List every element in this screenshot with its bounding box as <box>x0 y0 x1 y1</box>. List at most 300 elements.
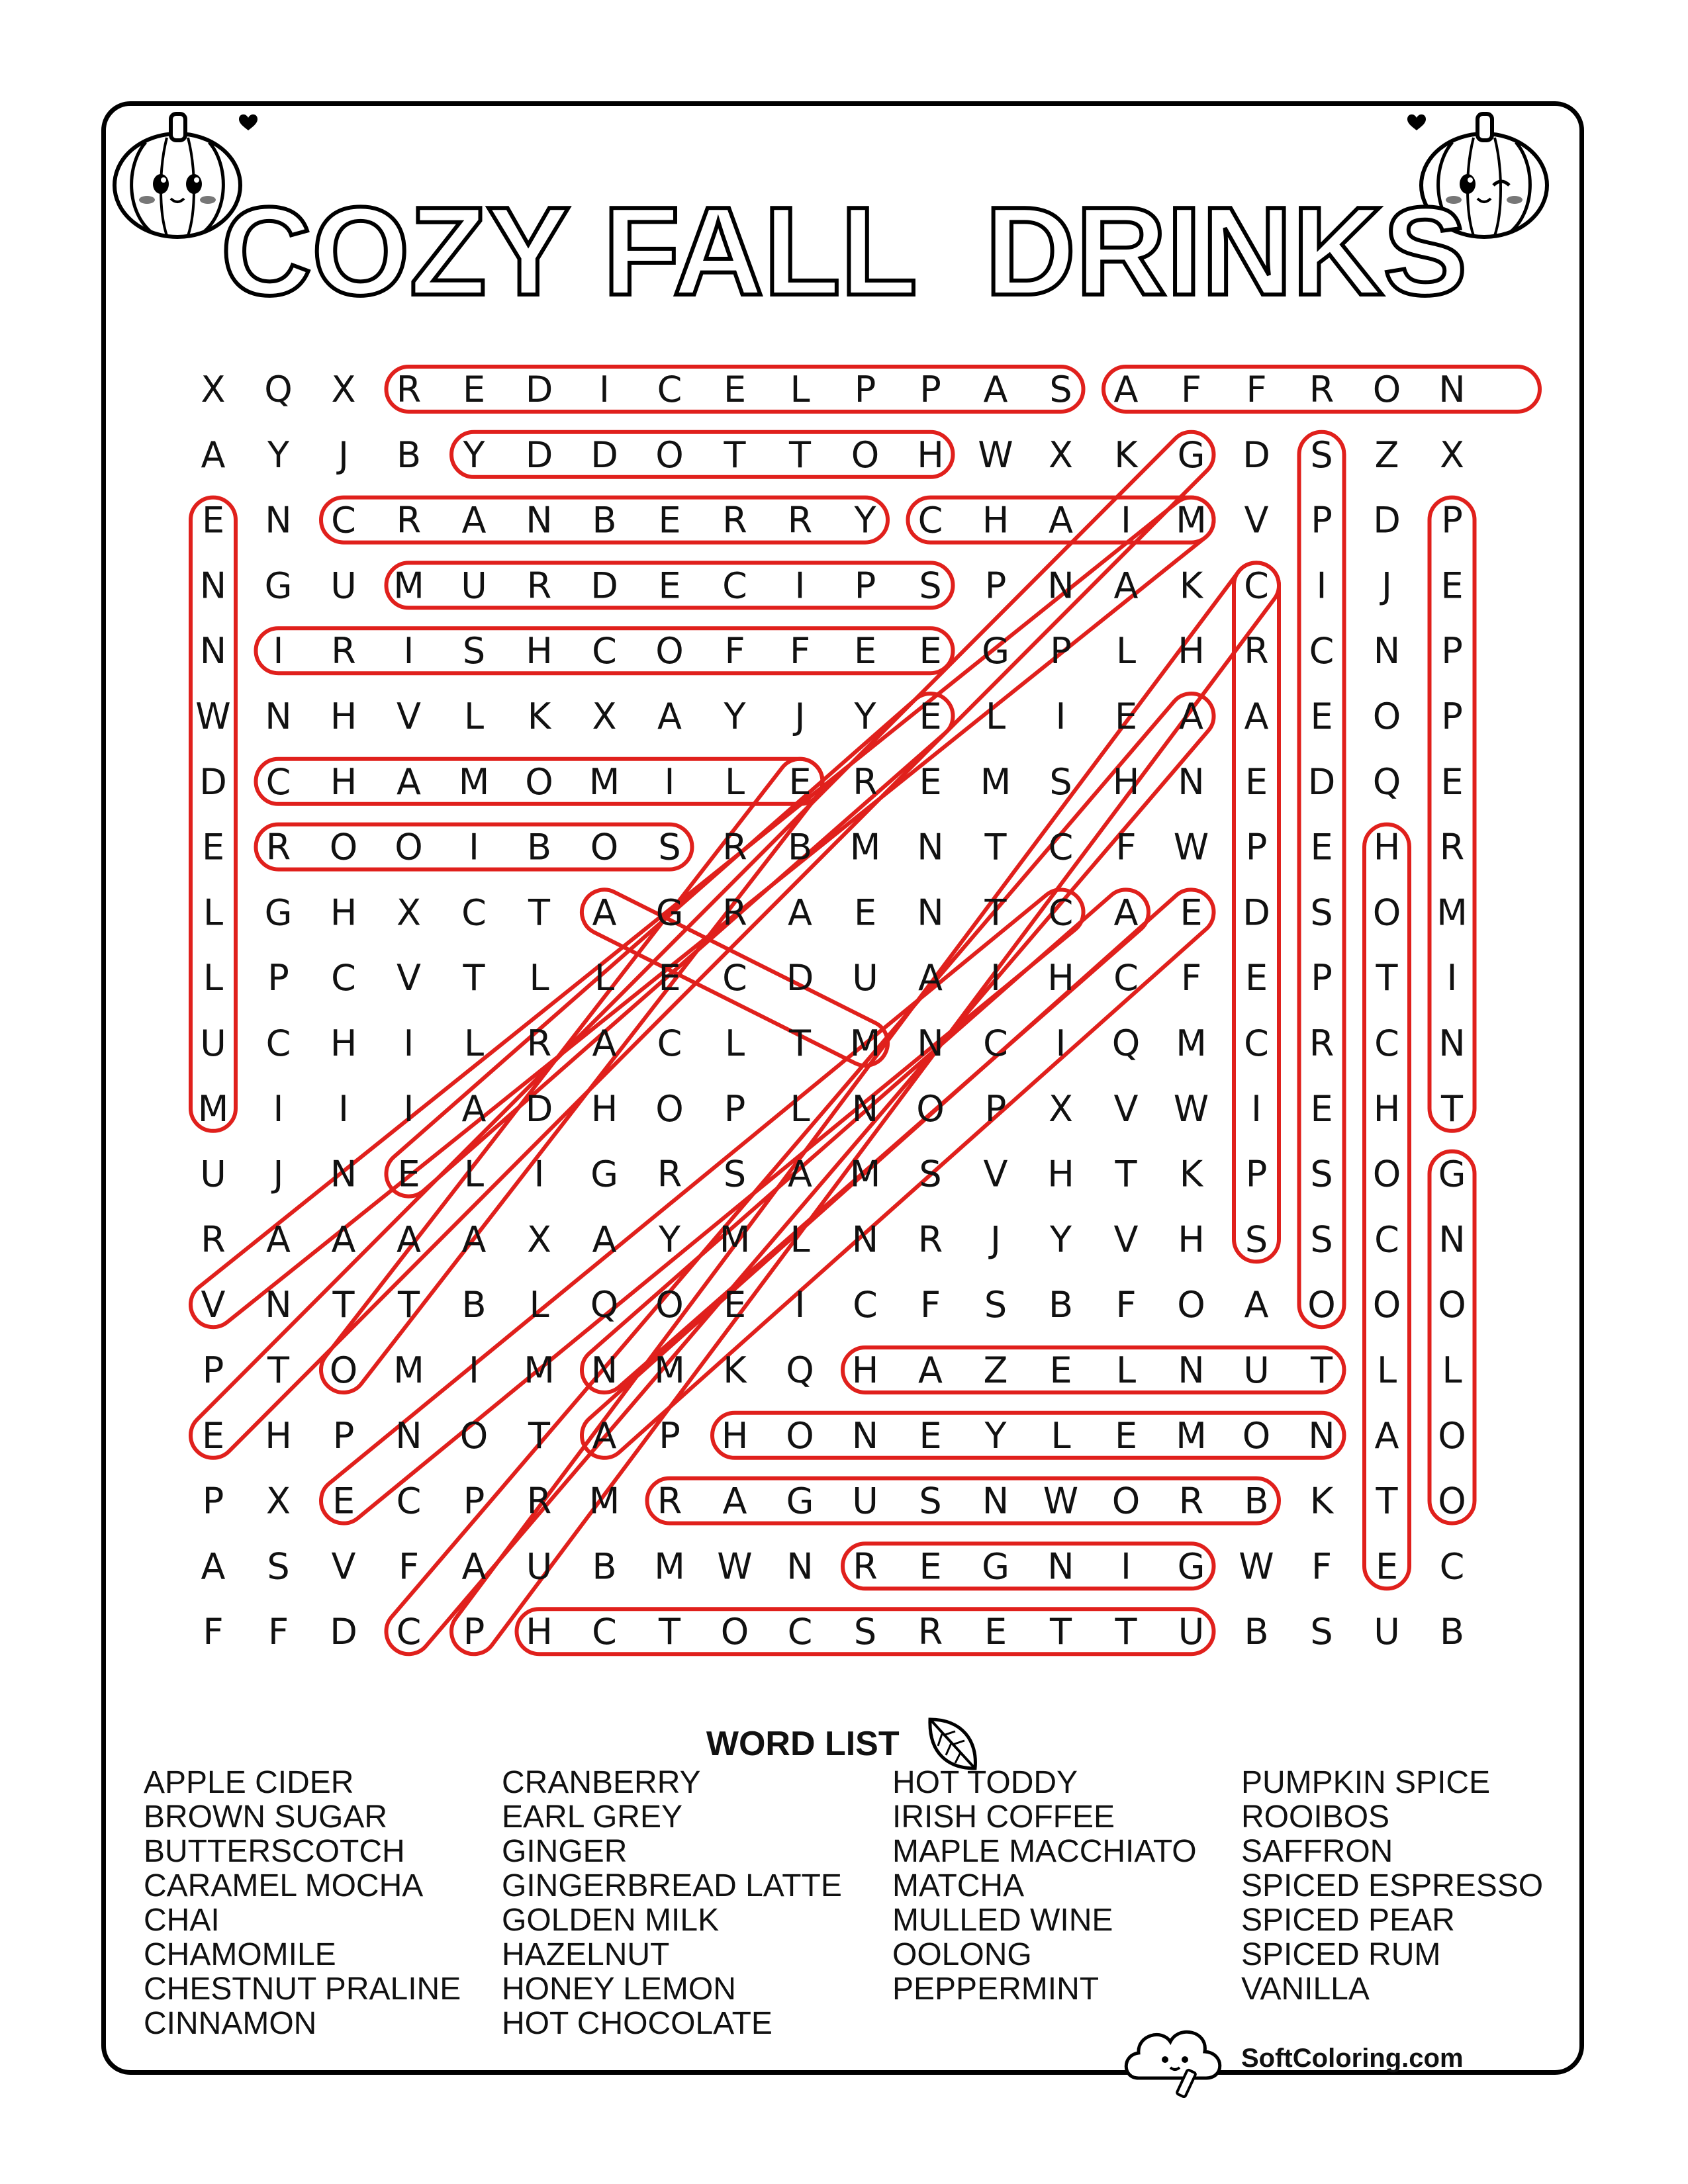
grid-letter[interactable]: S <box>919 1153 942 1195</box>
grid-letter[interactable]: P <box>724 1087 746 1130</box>
brand-badge[interactable] <box>1119 2012 1489 2098</box>
grid-letter[interactable]: C <box>331 499 356 541</box>
grid-letter[interactable]: T <box>1376 1480 1398 1522</box>
grid-letter[interactable]: T <box>398 1284 420 1326</box>
grid-letter[interactable]: S <box>919 565 942 607</box>
grid-letter[interactable]: R <box>657 1153 682 1195</box>
grid-letter[interactable]: N <box>851 1087 879 1130</box>
grid-letter[interactable]: I <box>403 630 414 672</box>
grid-letter[interactable]: T <box>528 891 550 934</box>
grid-letter[interactable]: R <box>396 499 422 541</box>
grid-letter[interactable]: T <box>984 826 1007 868</box>
grid-letter[interactable]: C <box>1309 630 1335 672</box>
grid-letter[interactable]: U <box>330 565 357 607</box>
grid-letter[interactable]: I <box>599 369 610 410</box>
grid-letter[interactable]: L <box>203 957 224 999</box>
grid-letter[interactable]: O <box>851 433 880 476</box>
grid-letter[interactable]: N <box>265 499 292 541</box>
grid-letter[interactable]: P <box>1311 957 1333 999</box>
grid-letter[interactable]: O <box>1372 1284 1401 1326</box>
grid-letter[interactable]: E <box>1310 696 1333 737</box>
grid-letter[interactable]: G <box>264 565 293 607</box>
grid-letter[interactable]: B <box>592 499 617 541</box>
grid-letter[interactable]: L <box>463 1023 485 1064</box>
grid-letter[interactable]: H <box>1373 1087 1401 1130</box>
grid-letter[interactable]: E <box>658 499 681 541</box>
grid-letter[interactable]: N <box>395 1414 422 1457</box>
grid-letter[interactable]: E <box>723 369 747 410</box>
grid-letter[interactable]: H <box>330 1023 357 1064</box>
grid-letter[interactable]: U <box>200 1153 226 1195</box>
grid-letter[interactable]: P <box>919 369 941 410</box>
grid-letter[interactable]: A <box>592 891 617 934</box>
grid-letter[interactable]: E <box>201 826 225 868</box>
grid-letter[interactable]: N <box>526 499 553 541</box>
grid-letter[interactable]: K <box>1114 433 1138 476</box>
grid-letter[interactable]: X <box>1440 433 1464 476</box>
grid-letter[interactable]: S <box>658 826 681 868</box>
grid-letter[interactable]: B <box>1439 1611 1465 1653</box>
grid-letter[interactable]: I <box>1251 1087 1262 1130</box>
grid-letter[interactable]: M <box>393 1349 424 1391</box>
grid-letter[interactable]: N <box>1308 1414 1335 1457</box>
grid-letter[interactable]: D <box>199 760 227 803</box>
grid-letter[interactable]: F <box>724 630 745 672</box>
grid-letter[interactable]: E <box>332 1480 355 1522</box>
grid-letter[interactable]: W <box>195 696 231 737</box>
grid-letter[interactable]: N <box>199 630 227 672</box>
grid-letter[interactable]: H <box>1047 957 1074 999</box>
grid-letter[interactable]: A <box>201 433 226 476</box>
grid-letter[interactable]: S <box>1049 760 1072 803</box>
grid-letter[interactable]: I <box>664 760 675 803</box>
grid-letter[interactable]: G <box>1438 1153 1466 1195</box>
grid-letter[interactable]: Q <box>1372 760 1401 803</box>
grid-letter[interactable]: C <box>657 1023 682 1064</box>
grid-letter[interactable]: V <box>1113 1218 1139 1261</box>
grid-letter[interactable]: R <box>853 760 878 803</box>
grid-letter[interactable]: O <box>916 1087 945 1130</box>
grid-letter[interactable]: R <box>917 1611 943 1653</box>
grid-letter[interactable]: R <box>526 1480 552 1522</box>
grid-letter[interactable]: A <box>1113 891 1139 934</box>
grid-letter[interactable]: D <box>786 957 814 999</box>
grid-letter[interactable]: T <box>463 957 485 999</box>
grid-letter[interactable]: E <box>919 1414 942 1457</box>
grid-letter[interactable]: X <box>397 891 421 934</box>
grid-letter[interactable]: E <box>1114 1414 1138 1457</box>
grid-letter[interactable]: Q <box>264 369 293 410</box>
grid-letter[interactable]: J <box>990 1218 1001 1261</box>
grid-letter[interactable]: U <box>852 1480 878 1522</box>
grid-letter[interactable]: D <box>1243 891 1270 934</box>
grid-letter[interactable]: D <box>590 433 618 476</box>
grid-letter[interactable]: E <box>397 1153 420 1195</box>
grid-letter[interactable]: V <box>201 1284 226 1326</box>
grid-letter[interactable]: C <box>1048 891 1074 934</box>
grid-letter[interactable]: M <box>980 760 1011 803</box>
grid-letter[interactable]: H <box>526 630 553 672</box>
grid-letter[interactable]: M <box>588 760 620 803</box>
grid-letter[interactable]: E <box>853 891 877 934</box>
grid-letter[interactable]: A <box>918 1349 943 1391</box>
grid-letter[interactable]: W <box>978 433 1013 476</box>
grid-letter[interactable]: L <box>203 891 224 934</box>
grid-letter[interactable]: Y <box>854 499 876 541</box>
grid-letter[interactable]: A <box>657 696 682 737</box>
grid-letter[interactable]: A <box>397 1218 421 1261</box>
grid-letter[interactable]: S <box>723 1153 747 1195</box>
grid-letter[interactable]: I <box>1446 957 1458 999</box>
grid-letter[interactable]: J <box>1382 565 1392 607</box>
grid-letter[interactable]: L <box>529 1284 549 1326</box>
grid-letter[interactable]: I <box>794 1284 806 1326</box>
grid-letter[interactable]: G <box>264 891 293 934</box>
grid-letter[interactable]: A <box>1244 696 1269 737</box>
grid-letter[interactable]: S <box>1244 1218 1268 1261</box>
grid-letter[interactable]: C <box>1374 1218 1399 1261</box>
grid-letter[interactable]: P <box>1441 696 1463 737</box>
grid-letter[interactable]: X <box>592 696 617 737</box>
grid-letter[interactable]: U <box>852 957 878 999</box>
grid-letter[interactable]: Y <box>724 696 746 737</box>
grid-letter[interactable]: C <box>657 369 682 410</box>
grid-letter[interactable]: M <box>1176 499 1207 541</box>
grid-letter[interactable]: F <box>1115 826 1137 868</box>
grid-letter[interactable]: R <box>1244 630 1269 672</box>
grid-letter[interactable]: P <box>1311 499 1333 541</box>
grid-letter[interactable]: C <box>1244 1023 1269 1064</box>
grid-letter[interactable]: E <box>1244 760 1268 803</box>
grid-letter[interactable]: O <box>525 760 553 803</box>
grid-letter[interactable]: P <box>1245 1153 1268 1195</box>
grid-letter[interactable]: O <box>655 433 684 476</box>
grid-letter[interactable]: M <box>1176 1414 1207 1457</box>
grid-letter[interactable]: T <box>789 433 811 476</box>
grid-letter[interactable]: Y <box>463 433 485 476</box>
grid-letter[interactable]: T <box>528 1414 550 1457</box>
grid-letter[interactable]: I <box>1121 1545 1131 1588</box>
grid-letter[interactable]: T <box>659 1611 680 1653</box>
grid-letter[interactable]: D <box>590 565 618 607</box>
grid-letter[interactable]: A <box>461 1218 487 1261</box>
grid-letter[interactable]: B <box>592 1545 617 1588</box>
grid-letter[interactable]: Z <box>983 1349 1008 1391</box>
grid-letter[interactable]: D <box>525 433 553 476</box>
grid-letter[interactable]: D <box>330 1611 357 1653</box>
grid-letter[interactable]: V <box>1113 1087 1139 1130</box>
grid-letter[interactable]: B <box>526 826 552 868</box>
grid-letter[interactable]: T <box>1311 1349 1333 1391</box>
grid-letter[interactable]: G <box>1177 433 1205 476</box>
grid-letter[interactable]: X <box>331 369 356 410</box>
grid-letter[interactable]: F <box>1180 957 1202 999</box>
grid-letter[interactable]: A <box>1113 565 1139 607</box>
grid-letter[interactable]: K <box>527 696 551 737</box>
grid-letter[interactable]: A <box>266 1218 291 1261</box>
grid-letter[interactable]: H <box>982 499 1009 541</box>
grid-letter[interactable]: L <box>1115 1349 1137 1391</box>
grid-letter[interactable]: I <box>990 957 1001 999</box>
grid-letter[interactable]: E <box>462 369 486 410</box>
grid-letter[interactable]: I <box>794 565 806 607</box>
grid-letter[interactable]: T <box>1050 1611 1072 1653</box>
grid-letter[interactable]: M <box>654 1349 685 1391</box>
grid-letter[interactable]: I <box>469 1349 479 1391</box>
grid-letter[interactable]: E <box>658 565 681 607</box>
grid-letter[interactable]: R <box>722 826 747 868</box>
grid-letter[interactable]: A <box>592 1414 617 1457</box>
grid-letter[interactable]: A <box>722 1480 747 1522</box>
grid-letter[interactable]: H <box>721 1414 749 1457</box>
grid-letter[interactable]: O <box>655 1284 684 1326</box>
grid-letter[interactable]: C <box>787 1611 813 1653</box>
grid-letter[interactable]: R <box>657 1480 682 1522</box>
grid-letter[interactable]: V <box>1244 499 1269 541</box>
grid-letter[interactable]: O <box>1438 1284 1466 1326</box>
grid-letter[interactable]: T <box>332 1284 355 1326</box>
grid-letter[interactable]: C <box>592 630 617 672</box>
grid-letter[interactable]: E <box>919 760 942 803</box>
grid-letter[interactable]: P <box>463 1611 485 1653</box>
grid-letter[interactable]: F <box>267 1611 289 1653</box>
grid-letter[interactable]: T <box>724 433 746 476</box>
grid-letter[interactable]: E <box>919 696 942 737</box>
grid-letter[interactable]: N <box>265 1284 292 1326</box>
grid-letter[interactable]: N <box>1373 630 1401 672</box>
grid-letter[interactable]: X <box>266 1480 291 1522</box>
grid-letter[interactable]: P <box>332 1414 355 1457</box>
grid-letter[interactable]: I <box>1316 565 1327 607</box>
grid-letter[interactable]: R <box>853 1545 878 1588</box>
grid-letter[interactable]: L <box>790 1087 810 1130</box>
grid-letter[interactable]: U <box>200 1023 226 1064</box>
grid-letter[interactable]: T <box>984 891 1007 934</box>
grid-letter[interactable]: O <box>1438 1480 1466 1522</box>
grid-letter[interactable]: F <box>1246 369 1267 410</box>
grid-letter[interactable]: O <box>1372 891 1401 934</box>
grid-letter[interactable]: J <box>338 433 349 476</box>
grid-letter[interactable]: D <box>1243 433 1270 476</box>
grid-letter[interactable]: O <box>655 630 684 672</box>
grid-letter[interactable]: E <box>201 1414 225 1457</box>
grid-letter[interactable]: Y <box>984 1414 1007 1457</box>
grid-letter[interactable]: M <box>393 565 424 607</box>
grid-letter[interactable]: E <box>658 957 681 999</box>
grid-letter[interactable]: R <box>396 369 422 410</box>
grid-letter[interactable]: P <box>984 565 1007 607</box>
grid-letter[interactable]: T <box>1115 1611 1137 1653</box>
grid-letter[interactable]: D <box>525 1087 553 1130</box>
grid-letter[interactable]: Q <box>1111 1023 1141 1064</box>
grid-letter[interactable]: I <box>273 1087 284 1130</box>
brand-text[interactable]: SoftColoring.com <box>1241 2044 1464 2073</box>
grid-letter[interactable]: E <box>1180 891 1203 934</box>
grid-letter[interactable]: S <box>1310 1218 1333 1261</box>
grid-letter[interactable]: F <box>789 630 811 672</box>
grid-letter[interactable]: L <box>1376 1349 1397 1391</box>
grid-letter[interactable]: C <box>853 1284 878 1326</box>
grid-letter[interactable]: W <box>1173 826 1209 868</box>
grid-letter[interactable]: N <box>1047 1545 1074 1588</box>
grid-letter[interactable]: O <box>1111 1480 1141 1522</box>
grid-letter[interactable]: P <box>267 957 289 999</box>
grid-letter[interactable]: I <box>338 1087 349 1130</box>
grid-letter[interactable]: L <box>594 957 615 999</box>
grid-letter[interactable]: I <box>1121 499 1131 541</box>
grid-letter[interactable]: E <box>1114 696 1138 737</box>
grid-letter[interactable]: N <box>917 891 944 934</box>
grid-letter[interactable]: N <box>1178 760 1205 803</box>
grid-letter[interactable]: A <box>461 1087 487 1130</box>
grid-letter[interactable]: A <box>592 1023 617 1064</box>
grid-letter[interactable]: P <box>854 369 876 410</box>
grid-letter[interactable]: A <box>1179 696 1203 737</box>
grid-letter[interactable]: E <box>1244 957 1268 999</box>
grid-letter[interactable]: L <box>529 957 549 999</box>
grid-letter[interactable]: B <box>1244 1611 1269 1653</box>
grid-letter[interactable]: X <box>527 1218 551 1261</box>
grid-letter[interactable]: O <box>1438 1414 1466 1457</box>
grid-letter[interactable]: V <box>397 957 421 999</box>
grid-letter[interactable]: M <box>588 1480 620 1522</box>
grid-letter[interactable]: L <box>724 760 745 803</box>
grid-letter[interactable]: R <box>201 1218 226 1261</box>
grid-letter[interactable]: R <box>787 499 813 541</box>
grid-letter[interactable]: S <box>462 630 486 672</box>
grid-letter[interactable]: I <box>403 1087 414 1130</box>
grid-letter[interactable]: P <box>202 1480 224 1522</box>
grid-letter[interactable]: A <box>1374 1414 1399 1457</box>
grid-letter[interactable]: B <box>1048 1284 1074 1326</box>
grid-letter[interactable]: O <box>590 826 619 868</box>
grid-letter[interactable]: L <box>1442 1349 1462 1391</box>
grid-letter[interactable]: G <box>655 891 684 934</box>
grid-letter[interactable]: X <box>201 369 226 410</box>
grid-letter[interactable]: A <box>788 1153 812 1195</box>
grid-letter[interactable]: A <box>918 957 943 999</box>
grid-letter[interactable]: V <box>983 1153 1008 1195</box>
grid-letter[interactable]: C <box>331 957 356 999</box>
grid-letter[interactable]: G <box>786 1480 814 1522</box>
grid-letter[interactable]: F <box>1115 1284 1137 1326</box>
grid-letter[interactable]: N <box>1438 1023 1466 1064</box>
grid-letter[interactable]: H <box>590 1087 618 1130</box>
grid-letter[interactable]: I <box>403 1023 414 1064</box>
grid-letter[interactable]: H <box>330 891 357 934</box>
grid-letter[interactable]: N <box>590 1349 618 1391</box>
grid-letter[interactable]: B <box>1244 1480 1269 1522</box>
grid-letter[interactable]: H <box>526 1611 553 1653</box>
grid-letter[interactable]: F <box>203 1611 224 1653</box>
grid-letter[interactable]: X <box>1049 1087 1073 1130</box>
grid-letter[interactable]: G <box>982 630 1009 672</box>
grid-letter[interactable]: C <box>265 760 291 803</box>
grid-letter[interactable]: J <box>273 1153 284 1195</box>
grid-letter[interactable]: Q <box>786 1349 814 1391</box>
grid-letter[interactable]: O <box>1372 369 1401 410</box>
grid-letter[interactable]: A <box>201 1545 226 1588</box>
grid-letter[interactable]: P <box>854 565 876 607</box>
grid-letter[interactable]: I <box>469 826 479 868</box>
grid-letter[interactable]: C <box>1244 565 1269 607</box>
grid-letter[interactable]: W <box>717 1545 753 1588</box>
grid-letter[interactable]: O <box>329 1349 358 1391</box>
grid-letter[interactable]: R <box>1439 826 1465 868</box>
grid-letter[interactable]: A <box>331 1218 356 1261</box>
grid-letter[interactable]: Y <box>1050 1218 1072 1261</box>
grid-letter[interactable]: O <box>395 826 423 868</box>
grid-letter[interactable]: L <box>463 696 485 737</box>
grid-letter[interactable]: U <box>526 1545 553 1588</box>
grid-letter[interactable]: L <box>790 1218 810 1261</box>
grid-letter[interactable]: L <box>1051 1414 1071 1457</box>
grid-letter[interactable]: C <box>1374 1023 1399 1064</box>
grid-letter[interactable]: A <box>461 1545 487 1588</box>
grid-letter[interactable]: Y <box>659 1218 680 1261</box>
grid-letter[interactable]: N <box>1438 369 1466 410</box>
grid-letter[interactable]: B <box>461 1284 487 1326</box>
grid-letter[interactable]: C <box>983 1023 1008 1064</box>
grid-letter[interactable]: O <box>786 1414 814 1457</box>
grid-letter[interactable]: C <box>592 1611 617 1653</box>
grid-letter[interactable]: R <box>526 565 552 607</box>
grid-letter[interactable]: A <box>1244 1284 1269 1326</box>
grid-letter[interactable]: W <box>1173 1087 1209 1130</box>
grid-letter[interactable]: S <box>853 1611 877 1653</box>
grid-letter[interactable]: L <box>985 696 1006 737</box>
grid-letter[interactable]: P <box>1245 826 1268 868</box>
grid-letter[interactable]: U <box>1243 1349 1270 1391</box>
grid-letter[interactable]: P <box>463 1480 485 1522</box>
grid-letter[interactable]: U <box>1178 1611 1205 1653</box>
grid-letter[interactable]: H <box>851 1349 879 1391</box>
grid-letter[interactable]: K <box>1179 565 1203 607</box>
grid-letter[interactable]: M <box>849 1023 881 1064</box>
grid-letter[interactable]: F <box>1180 369 1202 410</box>
grid-letter[interactable]: M <box>654 1545 685 1588</box>
grid-letter[interactable]: H <box>265 1414 292 1457</box>
grid-letter[interactable]: U <box>461 565 487 607</box>
grid-letter[interactable]: T <box>267 1349 289 1391</box>
grid-letter[interactable]: M <box>849 1153 881 1195</box>
grid-letter[interactable]: E <box>1375 1545 1399 1588</box>
grid-letter[interactable]: T <box>1115 1153 1137 1195</box>
grid-letter[interactable]: O <box>1177 1284 1205 1326</box>
grid-letter[interactable]: P <box>659 1414 680 1457</box>
grid-letter[interactable]: N <box>199 565 227 607</box>
grid-letter[interactable]: C <box>396 1480 422 1522</box>
grid-letter[interactable]: M <box>458 760 490 803</box>
grid-letter[interactable]: N <box>1047 565 1074 607</box>
grid-letter[interactable]: K <box>1309 1480 1334 1522</box>
grid-letter[interactable]: X <box>1049 433 1073 476</box>
grid-letter[interactable]: N <box>786 1545 814 1588</box>
grid-letter[interactable]: Q <box>590 1284 619 1326</box>
grid-letter[interactable]: E <box>919 1545 942 1588</box>
grid-letter[interactable]: O <box>1372 696 1401 737</box>
grid-letter[interactable]: S <box>1310 433 1333 476</box>
grid-letter[interactable]: H <box>917 433 944 476</box>
grid-letter[interactable]: C <box>265 1023 291 1064</box>
grid-letter[interactable]: N <box>265 696 292 737</box>
grid-letter[interactable]: M <box>1176 1023 1207 1064</box>
grid-letter[interactable]: W <box>1239 1545 1274 1588</box>
grid-letter[interactable]: K <box>1179 1153 1203 1195</box>
grid-letter[interactable]: E <box>1049 1349 1072 1391</box>
grid-letter[interactable]: B <box>787 826 813 868</box>
grid-letter[interactable]: D <box>1307 760 1336 803</box>
